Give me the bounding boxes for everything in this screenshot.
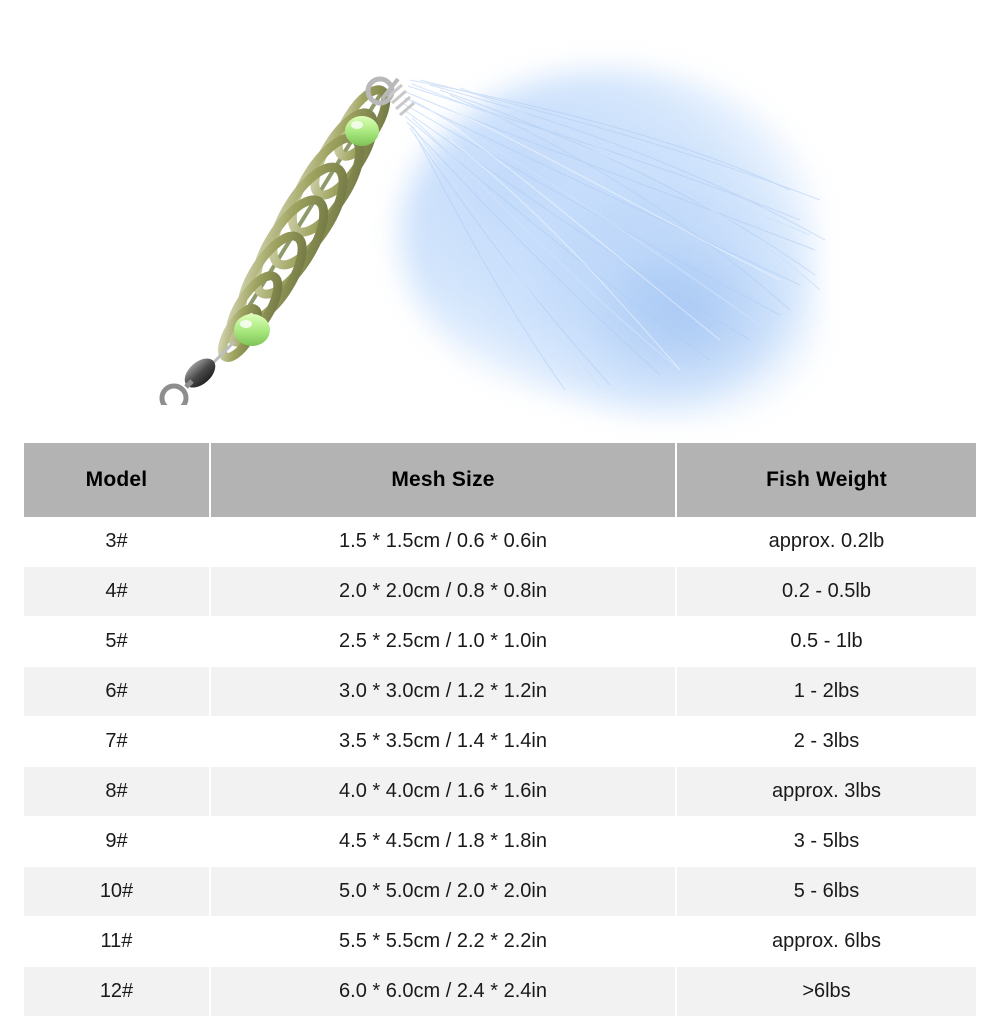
table-row [24,667,976,717]
cell-model: 7# [24,717,210,767]
swivel-clip [162,353,221,405]
cell-fish-weight: 3 - 5lbs [676,817,976,867]
cell-fish-weight: 2 - 3lbs [676,717,976,767]
tassel-blob-outer [400,70,820,400]
cell-fish-weight: 5 - 6lbs [676,867,976,917]
table-row [24,617,976,667]
cell-model: 9# [24,817,210,867]
luminous-bead-top [345,116,379,146]
cell-fish-weight: 0.2 - 0.5lb [676,567,976,617]
spec-table [24,443,976,1017]
cell-mesh-size: 6.0 * 6.0cm / 2.4 * 2.4in [210,967,676,1017]
cell-model: 12# [24,967,210,1017]
spring-lure-icon [130,55,460,405]
cell-mesh-size: 3.0 * 3.0cm / 1.2 * 1.2in [210,667,676,717]
table-header-row [24,443,976,517]
cell-mesh-size: 5.0 * 5.0cm / 2.0 * 2.0in [210,867,676,917]
table-row [24,517,976,567]
cell-model: 6# [24,667,210,717]
cell-fish-weight: 0.5 - 1lb [676,617,976,667]
cell-model: 4# [24,567,210,617]
spec-table-header [24,443,976,517]
table-row [24,567,976,617]
cell-mesh-size: 2.0 * 2.0cm / 0.8 * 0.8in [210,567,676,617]
cell-mesh-size: 5.5 * 5.5cm / 2.2 * 2.2in [210,917,676,967]
cell-model: 5# [24,617,210,667]
cell-fish-weight: 1 - 2lbs [676,667,976,717]
cell-model: 10# [24,867,210,917]
table-row [24,717,976,767]
table-row [24,767,976,817]
cell-mesh-size: 1.5 * 1.5cm / 0.6 * 0.6in [210,517,676,567]
cell-mesh-size: 3.5 * 3.5cm / 1.4 * 1.4in [210,717,676,767]
cell-fish-weight: approx. 0.2lb [676,517,976,567]
top-loop [368,79,414,115]
luminous-bead-bottom [234,314,270,346]
cell-fish-weight: >6lbs [676,967,976,1017]
tassel-blob-inner [560,220,820,420]
cell-fish-weight: approx. 3lbs [676,767,976,817]
cell-model: 8# [24,767,210,817]
cell-mesh-size: 4.5 * 4.5cm / 1.8 * 1.8in [210,817,676,867]
table-row [24,967,976,1017]
column-header-mesh-size: Mesh Size [210,443,676,517]
table-row [24,817,976,867]
tassel-blob-mid [480,130,810,410]
spec-table-container [24,443,976,1017]
table-row [24,917,976,967]
cell-mesh-size: 2.5 * 2.5cm / 1.0 * 1.0in [210,617,676,667]
cell-fish-weight: approx. 6lbs [676,917,976,967]
spec-table-body [24,517,976,1017]
product-photo [0,0,1000,440]
cell-model: 3# [24,517,210,567]
column-header-fish-weight: Fish Weight [676,443,976,517]
cell-mesh-size: 4.0 * 4.0cm / 1.6 * 1.6in [210,767,676,817]
table-row [24,867,976,917]
column-header-model: Model [24,443,210,517]
cell-model: 11# [24,917,210,967]
